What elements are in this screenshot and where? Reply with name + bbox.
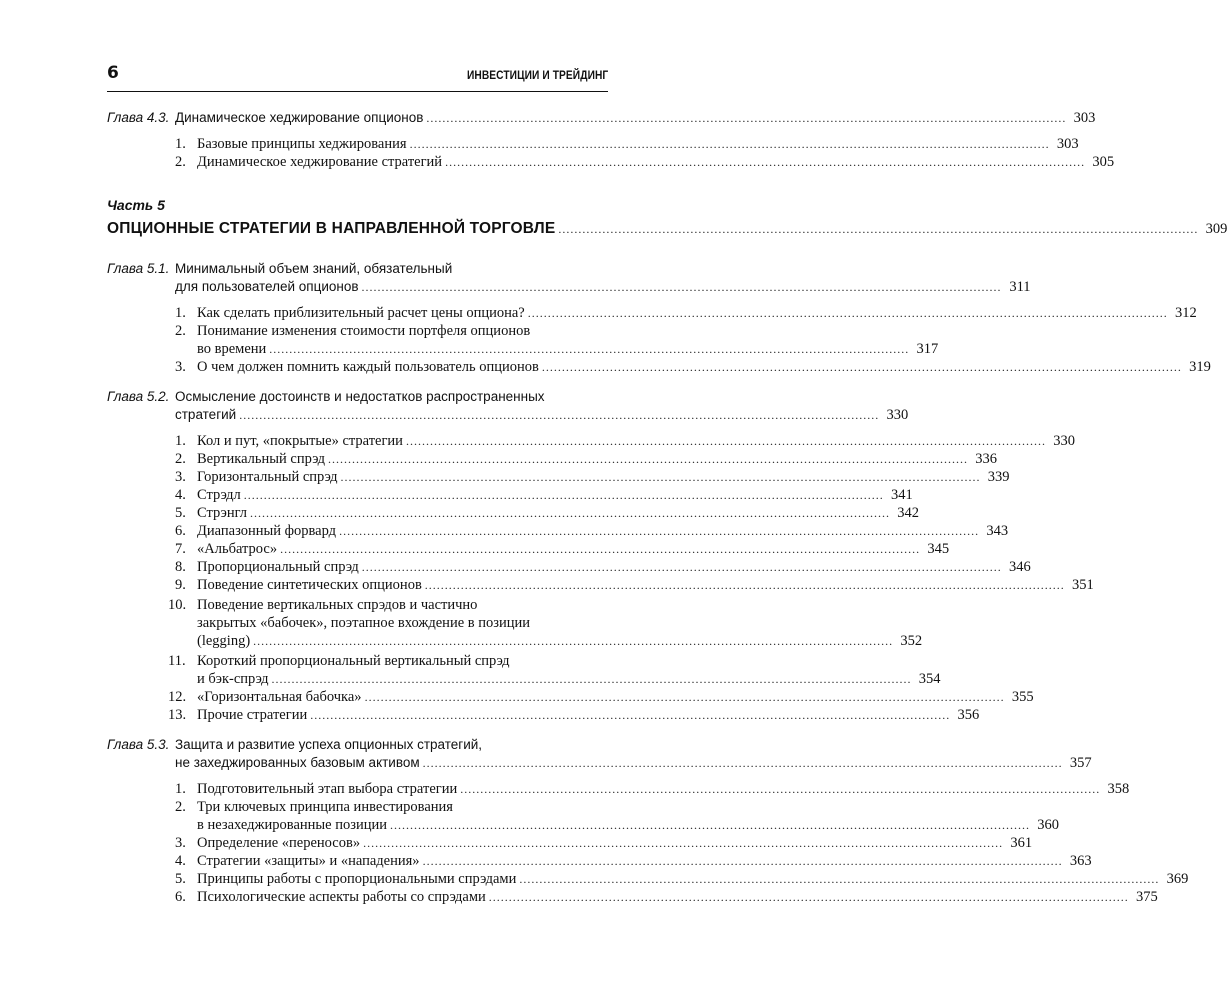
toc-item-cont[interactable]: во времени ................................................................................................................................................................ 317	[197, 341, 939, 357]
toc-item[interactable]: 3. Определение «переносов» ................................................................................................................................................................ 361	[175, 835, 1033, 851]
toc-item[interactable]: 1. Как сделать приблизительный расчет цены опциона? ................................................................................................................................................................ 312	[175, 305, 1197, 321]
toc-item[interactable]: 8. Пропорциональный спрэд ................................................................................................................................................................ 346	[175, 559, 1031, 575]
leader-dots: ................................................................................................................................................................	[426, 111, 1067, 125]
running-title: ИНВЕСТИЦИИ И ТРЕЙДИНГ	[466, 68, 608, 82]
toc-item[interactable]: 11. Короткий пропорциональный вертикальный спрэд	[168, 653, 510, 669]
toc-item[interactable]: 5. Стрэнгл ................................................................................................................................................................ 342	[175, 505, 920, 521]
toc-item[interactable]: 2. Динамическое хеджирование стратегий ................................................................................................................................................................ 305	[175, 154, 1115, 170]
toc-item[interactable]: 4. Стрэдл ................................................................................................................................................................ 341	[175, 487, 913, 503]
toc-item[interactable]: 1. Подготовительный этап выбора стратегии ................................................................................................................................................................ 358	[175, 781, 1130, 797]
page-number: 6	[107, 63, 119, 83]
leader-dots: ................................................................................................................................................................	[558, 222, 1199, 236]
toc-item[interactable]: 4. Стратегии «защиты» и «нападения» ................................................................................................................................................................ 363	[175, 853, 1092, 869]
toc-part-5[interactable]	[107, 220, 1227, 238]
toc-item[interactable]: 2. Понимание изменения стоимости портфеля опционов	[175, 323, 531, 339]
toc-item[interactable]: 2. Вертикальный спрэд ................................................................................................................................................................ 336	[175, 451, 998, 467]
chapter-title: Минимальный объем знаний, обязательный	[175, 261, 453, 276]
part-label: Часть 5	[107, 197, 165, 213]
part-page: 309	[1205, 221, 1227, 237]
toc-item[interactable]: 13. Прочие стратегии ................................................................................................................................................................ 356	[168, 707, 980, 723]
chapter-title: Защита и развитие успеха опционных стратегий,	[175, 737, 483, 752]
toc-item-cont[interactable]: и бэк-спрэд ................................................................................................................................................................ 354	[197, 671, 941, 687]
chapter-label: Глава 5.3.	[107, 737, 170, 752]
toc-item[interactable]: 3. О чем должен помнить каждый пользователь опционов ................................................................................................................................................................ 319	[175, 359, 1211, 375]
toc-chapter-4-3[interactable]	[107, 110, 1096, 127]
chapter-page: 303	[1073, 110, 1096, 126]
toc-chapter-5-3-cont[interactable]: не захеджированных базовым активом ................................................................................................................................................................ 357	[175, 755, 1092, 771]
toc-item[interactable]: 3. Горизонтальный спрэд ................................................................................................................................................................ 339	[175, 469, 1010, 485]
toc-item-cont[interactable]: в незахеджированные позиции ................................................................................................................................................................ 360	[197, 817, 1059, 833]
toc-item-cont[interactable]: (legging) ................................................................................................................................................................ 352	[197, 633, 923, 649]
toc-chapter-5-2-cont[interactable]: стратегий ................................................................................................................................................................ 330	[175, 407, 909, 423]
chapter-title: Динамическое хеджирование опционов	[175, 110, 424, 125]
toc-chapter-5-1[interactable]	[107, 261, 608, 276]
toc-item[interactable]: 5. Принципы работы с пропорциональными спрэдами ................................................................................................................................................................ 369	[175, 871, 1189, 887]
part-title: ОПЦИОННЫЕ СТРАТЕГИИ В НАПРАВЛЕННОЙ ТОРГОВЛЕ	[107, 220, 556, 237]
toc-chapter-5-2[interactable]	[107, 389, 608, 404]
chapter-title: Осмысление достоинств и недостатков распространенных	[175, 389, 545, 404]
toc-chapter-5-3[interactable]	[107, 737, 608, 752]
chapter-label: Глава 5.1.	[107, 261, 170, 276]
toc-item[interactable]: 10. Поведение вертикальных спрэдов и частично	[168, 597, 478, 613]
toc-item-cont[interactable]: закрытых «бабочек», поэтапное вхождение в позиции	[197, 615, 531, 631]
chapter-label: Глава 4.3.	[107, 110, 170, 125]
toc-item[interactable]: 6. Диапазонный форвард ................................................................................................................................................................ 343	[175, 523, 1009, 539]
toc-item[interactable]: 12. «Горизонтальная бабочка» ................................................................................................................................................................ 355	[168, 689, 1034, 705]
toc-chapter-5-1-cont[interactable]: для пользователей опционов ................................................................................................................................................................ 311	[175, 279, 1031, 295]
header-rule	[107, 91, 608, 92]
toc-item[interactable]: 1. Кол и пут, «покрытые» стратегии ................................................................................................................................................................ 330	[175, 433, 1075, 449]
toc-item[interactable]: 7. «Альбатрос» ................................................................................................................................................................ 345	[175, 541, 950, 557]
toc-item[interactable]: 9. Поведение синтетических опционов ................................................................................................................................................................ 351	[175, 577, 1094, 593]
toc-item[interactable]: 1. Базовые принципы хеджирования ................................................................................................................................................................ 303	[175, 136, 1079, 152]
toc-item[interactable]: 6. Психологические аспекты работы со спрэдами ................................................................................................................................................................ 375	[175, 889, 1158, 905]
chapter-label: Глава 5.2.	[107, 389, 170, 404]
toc-item[interactable]: 2. Три ключевых принципа инвестирования	[175, 799, 453, 815]
